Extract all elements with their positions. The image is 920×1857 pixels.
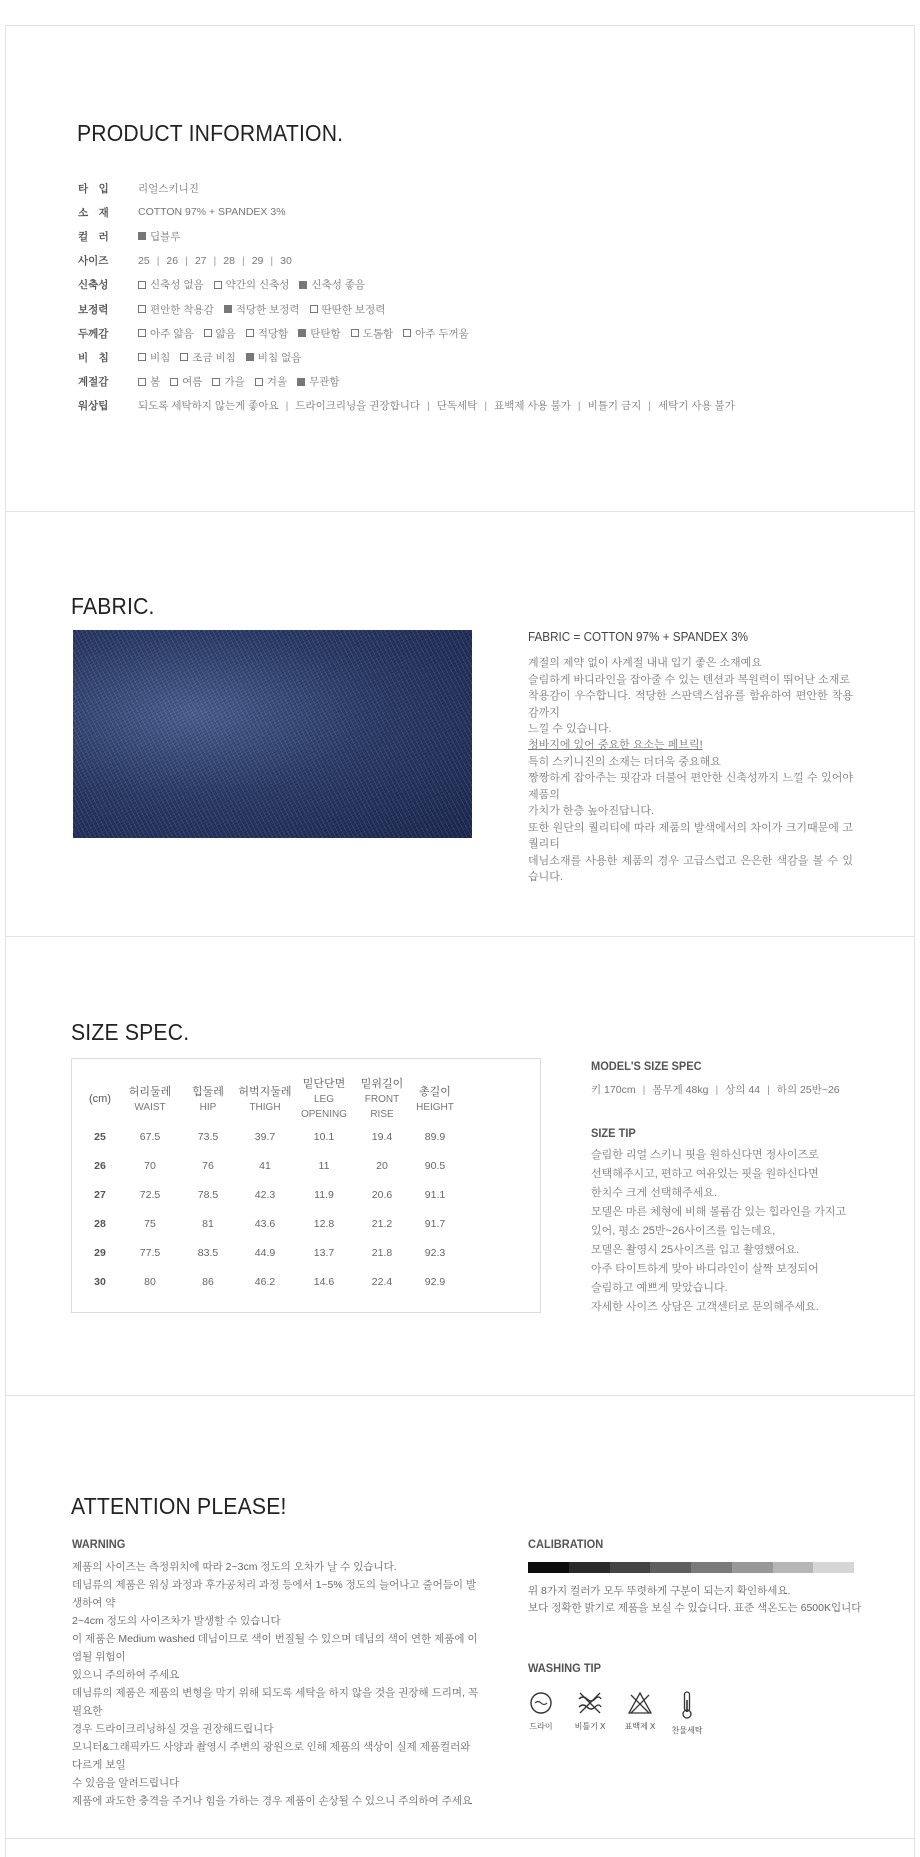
size-cell: 28 bbox=[94, 1217, 106, 1230]
table-cell: 80 bbox=[144, 1275, 156, 1288]
column-header-en: FRONT RISE bbox=[364, 1094, 400, 1120]
washing-item bbox=[565, 1690, 615, 1732]
column-header-en: LEG OPENING bbox=[300, 1094, 348, 1120]
unchecked-box-icon bbox=[403, 329, 411, 337]
table-cell: 73.5 bbox=[197, 1130, 219, 1143]
fabric-line: 특히 스키니진의 소재는 더더욱 중요해요 bbox=[528, 755, 721, 768]
calibration-line: 위 8가지 컬러가 모두 뚜렷하게 구분이 되는지 확인하세요. bbox=[528, 1585, 791, 1597]
fabric-line: 계절의 제약 없이 사계절 내내 입기 좋은 소재예요 bbox=[528, 657, 762, 669]
separator: | bbox=[427, 399, 430, 412]
checked-box-icon bbox=[297, 378, 305, 386]
washing-label: 표백제 X bbox=[624, 1722, 656, 1731]
table-cell: 14.6 bbox=[313, 1275, 335, 1288]
table-cell: 78.5 bbox=[197, 1188, 219, 1201]
product-info-value bbox=[138, 229, 190, 244]
checked-box-icon bbox=[246, 353, 254, 361]
product-info-option bbox=[310, 302, 386, 317]
section-divider bbox=[5, 1395, 915, 1396]
size-cell: 29 bbox=[94, 1246, 106, 1259]
table-cell: 92.9 bbox=[424, 1275, 446, 1288]
calibration-swatch bbox=[528, 1562, 569, 1573]
section-divider bbox=[5, 511, 915, 512]
no-wring-icon bbox=[576, 1690, 604, 1716]
separator: | bbox=[185, 254, 188, 267]
washing-label: 드라이 bbox=[529, 1722, 553, 1731]
size-cell: 27 bbox=[94, 1188, 106, 1201]
option-label: 비침 없음 bbox=[257, 351, 302, 364]
option-label: 얇음 bbox=[215, 327, 236, 340]
product-info-label: 사이즈 bbox=[78, 255, 109, 268]
product-info-value bbox=[138, 302, 395, 317]
size-tip-line: 한치수 크게 선택해주세요. bbox=[591, 1187, 718, 1199]
size-tip-line: 슬림한 리얼 스키니 핏을 원하신다면 정사이즈로 bbox=[591, 1149, 819, 1161]
product-info-label: 워상팁 bbox=[78, 400, 109, 413]
table-row bbox=[80, 1209, 460, 1238]
unchecked-box-icon bbox=[138, 305, 146, 313]
product-info-label: 타 입 bbox=[78, 182, 109, 195]
option-label: 딥블루 bbox=[150, 230, 181, 243]
calibration-swatch bbox=[813, 1562, 854, 1573]
product-info-option bbox=[138, 302, 214, 317]
option-label: 신축성 없음 bbox=[150, 279, 204, 292]
option-label: 무관함 bbox=[309, 376, 340, 389]
unit-label: (cm) bbox=[89, 1093, 111, 1105]
table-cell: 44.9 bbox=[254, 1246, 276, 1259]
option-label: 조금 비침 bbox=[192, 351, 236, 364]
product-info-option bbox=[351, 326, 393, 341]
table-cell: 11.9 bbox=[314, 1188, 334, 1201]
unchecked-box-icon bbox=[138, 329, 146, 337]
checked-box-icon bbox=[224, 305, 232, 313]
column-header bbox=[120, 1077, 180, 1122]
fabric-line: 데님소재를 사용한 제품의 경우 고급스럽고 은은한 색감을 볼 수 있습니다. bbox=[528, 854, 853, 883]
product-info-option bbox=[170, 374, 202, 389]
product-info-option bbox=[403, 326, 469, 341]
option-label: 비침 bbox=[150, 351, 171, 364]
separator: | bbox=[577, 399, 581, 412]
separator: | bbox=[270, 254, 274, 267]
fabric-description-2 bbox=[528, 737, 853, 886]
checked-box-icon bbox=[298, 329, 306, 337]
list-item: 26 bbox=[166, 254, 179, 267]
table-cell: 21.2 bbox=[371, 1217, 393, 1230]
table-row bbox=[80, 1122, 460, 1151]
product-info-option bbox=[214, 277, 290, 292]
warning-line: 2~4cm 정도의 사이즈차가 발생할 수 있습니다 bbox=[72, 1615, 281, 1627]
fabric-heading: FABRIC = COTTON 97% + SPANDEX 3% bbox=[528, 629, 748, 644]
product-info-row bbox=[78, 323, 479, 343]
list-item: 30 bbox=[280, 254, 292, 267]
dry-clean-icon bbox=[528, 1690, 554, 1716]
warning-line: 경우 드라이크리닝하실 것을 권장해드립니다 bbox=[72, 1723, 274, 1735]
column-header-ko: 총길이 bbox=[419, 1085, 451, 1098]
product-info-option bbox=[255, 374, 287, 389]
table-cell: 70 bbox=[144, 1159, 156, 1172]
table-cell: 72.5 bbox=[139, 1188, 161, 1201]
washing-item bbox=[662, 1690, 712, 1736]
unchecked-box-icon bbox=[170, 378, 178, 386]
product-info-row bbox=[78, 178, 199, 198]
warning-line: 있으니 주의하여 주세요 bbox=[72, 1669, 180, 1681]
calibration-swatch bbox=[610, 1562, 651, 1573]
calibration-bar bbox=[528, 1562, 854, 1573]
washing-label: 비틀기 X bbox=[574, 1722, 606, 1731]
fabric-line: 짱짱하게 잡아주는 핏감과 더불어 편안한 신축성까지 느낄 수 있어야 제품의 bbox=[528, 772, 853, 801]
model-size-item: 하의 25반~26 bbox=[776, 1084, 840, 1096]
fabric-line: 또한 원단의 퀄리티에 따라 제품의 발색에서의 차이가 크기때문에 고퀄리티 bbox=[528, 821, 853, 850]
product-info-option bbox=[138, 350, 170, 365]
calibration-swatch bbox=[732, 1562, 773, 1573]
product-info-value bbox=[138, 277, 375, 292]
warning-line: 데님류의 제품은 제품의 변형을 막기 위해 되도록 세탁을 하지 않을 것을 권장해 드리며, 꼭 필요한 bbox=[72, 1687, 478, 1717]
size-spec-table bbox=[71, 1058, 541, 1313]
size-tip-line: 아주 타이트하게 맞아 바디라인이 살짝 보정되어 bbox=[591, 1263, 819, 1275]
column-header-ko: 밑단단면 bbox=[302, 1078, 346, 1090]
product-info-option bbox=[299, 277, 365, 292]
table-cell: 86 bbox=[202, 1275, 214, 1288]
option-label: 신축성 좋음 bbox=[311, 279, 366, 292]
unchecked-box-icon bbox=[138, 353, 146, 361]
size-cell: 30 bbox=[94, 1275, 106, 1288]
separator: | bbox=[285, 399, 289, 412]
washing-tip-title: WASHING TIP bbox=[528, 1661, 601, 1675]
product-info-option bbox=[212, 374, 244, 389]
option-label: 아주 얇음 bbox=[150, 327, 194, 340]
list-item: 28 bbox=[223, 254, 235, 267]
product-info-row bbox=[78, 202, 286, 222]
option-label: 딴딴한 보정력 bbox=[321, 303, 386, 316]
table-cell: 83.5 bbox=[197, 1246, 219, 1259]
product-info-row bbox=[78, 347, 311, 367]
table-row bbox=[80, 1180, 460, 1209]
table-cell: 89.9 bbox=[424, 1130, 446, 1143]
table-cell: 11 bbox=[318, 1159, 330, 1172]
product-info-label: 계절감 bbox=[78, 376, 109, 389]
washing-item bbox=[615, 1690, 665, 1732]
table-cell: 21.8 bbox=[371, 1246, 393, 1259]
list-item: 단독세탁 bbox=[436, 400, 478, 413]
washing-item bbox=[516, 1690, 566, 1732]
unchecked-box-icon bbox=[214, 281, 222, 289]
column-header-ko: 허리둘레 bbox=[128, 1085, 172, 1098]
unchecked-box-icon bbox=[138, 281, 146, 289]
option-label: 약간의 신축성 bbox=[225, 279, 290, 292]
table-cell: 12.8 bbox=[313, 1217, 335, 1230]
table-cell: 67.5 bbox=[139, 1130, 161, 1143]
table-cell: 42.3 bbox=[254, 1188, 276, 1201]
warning-line: 모니터&그래픽카드 사양과 촬영시 주변의 광원으로 인해 제품의 색상이 실제 제품컬러와 다르게 보일 bbox=[72, 1741, 471, 1771]
separator: | bbox=[156, 254, 160, 267]
table-cell: 10.1 bbox=[313, 1130, 335, 1143]
list-item: 27 bbox=[194, 254, 207, 267]
calibration-text bbox=[528, 1583, 861, 1617]
table-cell: 13.7 bbox=[313, 1246, 335, 1259]
column-header-ko: 힙둘레 bbox=[192, 1085, 224, 1098]
product-info-option bbox=[138, 374, 160, 389]
column-header bbox=[180, 1077, 236, 1122]
separator: | bbox=[213, 254, 217, 267]
table-cell: 43.6 bbox=[254, 1217, 276, 1230]
product-info-value bbox=[138, 374, 349, 389]
warning-text bbox=[72, 1558, 482, 1810]
model-size-info bbox=[591, 1081, 851, 1100]
column-header-en: HEIGHT bbox=[416, 1101, 454, 1113]
product-info-option bbox=[138, 229, 180, 244]
size-tip-line: 자세한 사이즈 상담은 고객센터로 문의해주세요. bbox=[591, 1301, 819, 1313]
product-info-row bbox=[78, 275, 375, 295]
fabric-line: 가치가 한층 높아진답니다. bbox=[528, 805, 655, 817]
column-header-ko: 허벅지둘레 bbox=[238, 1085, 292, 1098]
no-bleach-icon bbox=[626, 1690, 654, 1716]
list-item: 드라이크리닝을 권장합니다 bbox=[295, 400, 420, 413]
product-info-text: 리얼스키니진 bbox=[138, 182, 199, 195]
product-info-option bbox=[180, 350, 236, 365]
product-info-label: 소 재 bbox=[78, 206, 109, 219]
separator: | bbox=[241, 254, 245, 267]
model-size-title: MODEL'S SIZE SPEC bbox=[591, 1059, 702, 1073]
size-tip-line: 슬림하고 예쁘게 맞았습니다. bbox=[591, 1282, 728, 1294]
column-header bbox=[354, 1077, 410, 1122]
warning-line: 이 제품은 Medium washed 데님이므로 색이 번질될 수 있으며 데님의 색이 연한 제품에 이염될 위험이 bbox=[72, 1633, 478, 1663]
size-spec-title: SIZE SPEC. bbox=[71, 1019, 190, 1045]
warning-line: 제품에 과도한 충격을 주거나 힘을 가하는 경우 제품이 손상될 수 있으니 주의하여 주세요 bbox=[72, 1795, 473, 1807]
size-tip-text bbox=[591, 1146, 851, 1317]
product-info-row bbox=[78, 372, 349, 392]
option-label: 가을 bbox=[224, 376, 245, 389]
unchecked-box-icon bbox=[180, 353, 188, 361]
fabric-swatch-image bbox=[73, 630, 472, 838]
product-info-row bbox=[78, 226, 190, 246]
column-header-en: WAIST bbox=[134, 1101, 166, 1113]
product-info-option bbox=[138, 326, 194, 341]
warning-line: 수 있음을 알려드립니다 bbox=[72, 1777, 180, 1789]
unchecked-box-icon bbox=[310, 305, 318, 313]
checked-box-icon bbox=[138, 232, 146, 240]
washing-label: 찬물세탁 bbox=[671, 1726, 703, 1735]
table-cell: 22.4 bbox=[371, 1275, 393, 1288]
table-cell: 19.4 bbox=[371, 1130, 393, 1143]
calibration-line: 보다 정확한 밝기로 제품을 보실 수 있습니다. 표준 색온도는 6500K입니다 bbox=[528, 1602, 862, 1614]
option-label: 도톰함 bbox=[362, 327, 394, 340]
warning-line: 데님류의 제품은 워싱 과정과 후가공처리 과정 등에서 1~5% 정도의 늘어나고 줄어듬이 발생하여 약 bbox=[72, 1579, 477, 1609]
unchecked-box-icon bbox=[255, 378, 263, 386]
list-item: 표백제 사용 불가 bbox=[494, 400, 571, 413]
product-info-option bbox=[246, 350, 302, 365]
table-cell: 46.2 bbox=[254, 1275, 276, 1288]
size-cell: 26 bbox=[94, 1159, 106, 1172]
option-label: 봄 bbox=[150, 376, 161, 389]
table-cell: 92.3 bbox=[424, 1246, 446, 1259]
product-info-row bbox=[78, 299, 395, 319]
product-info-label: 보정력 bbox=[78, 303, 109, 316]
separator: | bbox=[642, 1084, 646, 1096]
fabric-line: 슬림하게 바디라인을 잡아줄 수 있는 텐션과 복원력이 뛰어난 소재로 bbox=[528, 673, 850, 686]
section-divider bbox=[5, 1838, 915, 1839]
option-label: 겨울 bbox=[266, 376, 288, 389]
model-size-item: 몸무게 48kg bbox=[652, 1084, 709, 1096]
product-info-label: 두께감 bbox=[78, 327, 109, 340]
unchecked-box-icon bbox=[138, 378, 146, 386]
fabric-title: FABRIC. bbox=[71, 593, 155, 619]
product-info-value bbox=[138, 350, 311, 365]
column-header bbox=[236, 1077, 294, 1122]
column-header-en: THIGH bbox=[249, 1101, 281, 1113]
unchecked-box-icon bbox=[246, 329, 254, 337]
calibration-swatch bbox=[773, 1562, 814, 1573]
product-info-value bbox=[138, 181, 199, 196]
table-cell: 41 bbox=[259, 1159, 271, 1172]
list-item: 29 bbox=[251, 254, 264, 267]
size-tip-line: 있어, 평소 25반~26사이즈를 입는데요, bbox=[591, 1225, 776, 1237]
column-header bbox=[294, 1077, 354, 1122]
separator: | bbox=[767, 1084, 770, 1096]
product-info-label: 신축성 bbox=[78, 279, 109, 292]
product-info-option bbox=[204, 326, 236, 341]
product-info-value bbox=[138, 326, 479, 341]
option-label: 적당함 bbox=[257, 327, 289, 340]
calibration-title: CALIBRATION bbox=[528, 1537, 604, 1551]
list-item: 되도록 세탁하지 않는게 좋아요 bbox=[138, 400, 279, 413]
model-size-item: 키 170cm bbox=[591, 1084, 636, 1096]
calibration-swatch bbox=[569, 1562, 610, 1573]
table-cell: 39.7 bbox=[254, 1130, 276, 1143]
product-info-label: 비 침 bbox=[78, 351, 109, 364]
size-tip-line: 모델은 촬영시 25사이즈를 입고 촬영했어요. bbox=[591, 1244, 800, 1256]
fabric-subheading: 청바지에 있어 중요한 요소는 페브릭! bbox=[528, 739, 703, 751]
product-info-row bbox=[78, 396, 735, 416]
checked-box-icon bbox=[299, 281, 307, 289]
table-cell: 76 bbox=[202, 1159, 214, 1172]
unchecked-box-icon bbox=[204, 329, 212, 337]
size-cell: 25 bbox=[94, 1130, 106, 1143]
table-cell: 77.5 bbox=[139, 1246, 161, 1259]
table-header-row bbox=[80, 1077, 460, 1122]
product-info-option bbox=[224, 302, 300, 317]
unchecked-box-icon bbox=[212, 378, 220, 386]
unchecked-box-icon bbox=[351, 329, 359, 337]
option-label: 여름 bbox=[182, 376, 203, 389]
product-info-value bbox=[138, 206, 286, 218]
option-label: 편안한 착용감 bbox=[150, 303, 214, 316]
size-tip-line: 모델은 마른 체형에 비해 볼륨감 있는 힙라인을 가지고 bbox=[591, 1206, 847, 1218]
table-cell: 75 bbox=[144, 1217, 156, 1230]
product-info-option bbox=[298, 326, 340, 341]
product-info-row bbox=[78, 251, 292, 271]
option-label: 탄탄함 bbox=[310, 327, 341, 340]
table-row bbox=[80, 1151, 460, 1180]
table-cell: 20.6 bbox=[371, 1188, 393, 1201]
fabric-description bbox=[528, 655, 853, 738]
fabric-line: 느낄 수 있습니다. bbox=[528, 723, 612, 735]
list-item: 25 bbox=[138, 254, 150, 267]
table-cell: 20 bbox=[376, 1159, 388, 1172]
attention-title: ATTENTION PLEASE! bbox=[71, 1493, 287, 1519]
separator: | bbox=[648, 399, 651, 412]
option-label: 적당한 보정력 bbox=[235, 303, 300, 316]
product-info-label: 컬 러 bbox=[78, 230, 109, 243]
table-cell: 91.1 bbox=[424, 1188, 446, 1201]
table-cell: 81 bbox=[202, 1217, 214, 1230]
fabric-line: 착용감이 우수합니다. 적당한 스판덱스섬유를 함유하여 편안한 착용감까지 bbox=[528, 690, 853, 719]
model-size-item: 상의 44 bbox=[725, 1084, 761, 1096]
separator: | bbox=[715, 1084, 719, 1096]
table-row bbox=[80, 1267, 460, 1296]
calibration-swatch bbox=[691, 1562, 732, 1573]
list-item: 비틀기 금지 bbox=[587, 400, 642, 413]
product-info-option bbox=[246, 326, 288, 341]
size-tip-title: SIZE TIP bbox=[591, 1126, 636, 1140]
product-info-option bbox=[138, 277, 204, 292]
table-cell: 91.7 bbox=[424, 1217, 446, 1230]
list-item: 세탁기 사용 불가 bbox=[658, 400, 735, 413]
product-info-text: COTTON 97% + SPANDEX 3% bbox=[138, 206, 286, 219]
calibration-swatch bbox=[650, 1562, 691, 1573]
size-tip-line: 선택해주시고, 편하고 여유있는 핏을 원하신다면 bbox=[591, 1168, 819, 1180]
option-label: 아주 두꺼움 bbox=[415, 327, 469, 340]
warning-title: WARNING bbox=[72, 1537, 126, 1551]
product-info-option bbox=[297, 374, 339, 389]
column-header bbox=[410, 1077, 460, 1122]
column-header-en: HIP bbox=[199, 1101, 217, 1113]
product-info-title: PRODUCT INFORMATION. bbox=[77, 120, 344, 146]
warning-line: 제품의 사이즈는 측정위치에 따라 2~3cm 정도의 오차가 날 수 있습니다. bbox=[72, 1561, 397, 1573]
section-divider bbox=[5, 936, 915, 937]
thermometer-icon bbox=[680, 1690, 694, 1720]
column-header-ko: 밑위길이 bbox=[360, 1078, 404, 1090]
separator: | bbox=[484, 399, 488, 412]
table-cell: 90.5 bbox=[424, 1159, 446, 1172]
product-info-value bbox=[138, 255, 292, 267]
table-row bbox=[80, 1238, 460, 1267]
product-info-value bbox=[138, 398, 735, 413]
